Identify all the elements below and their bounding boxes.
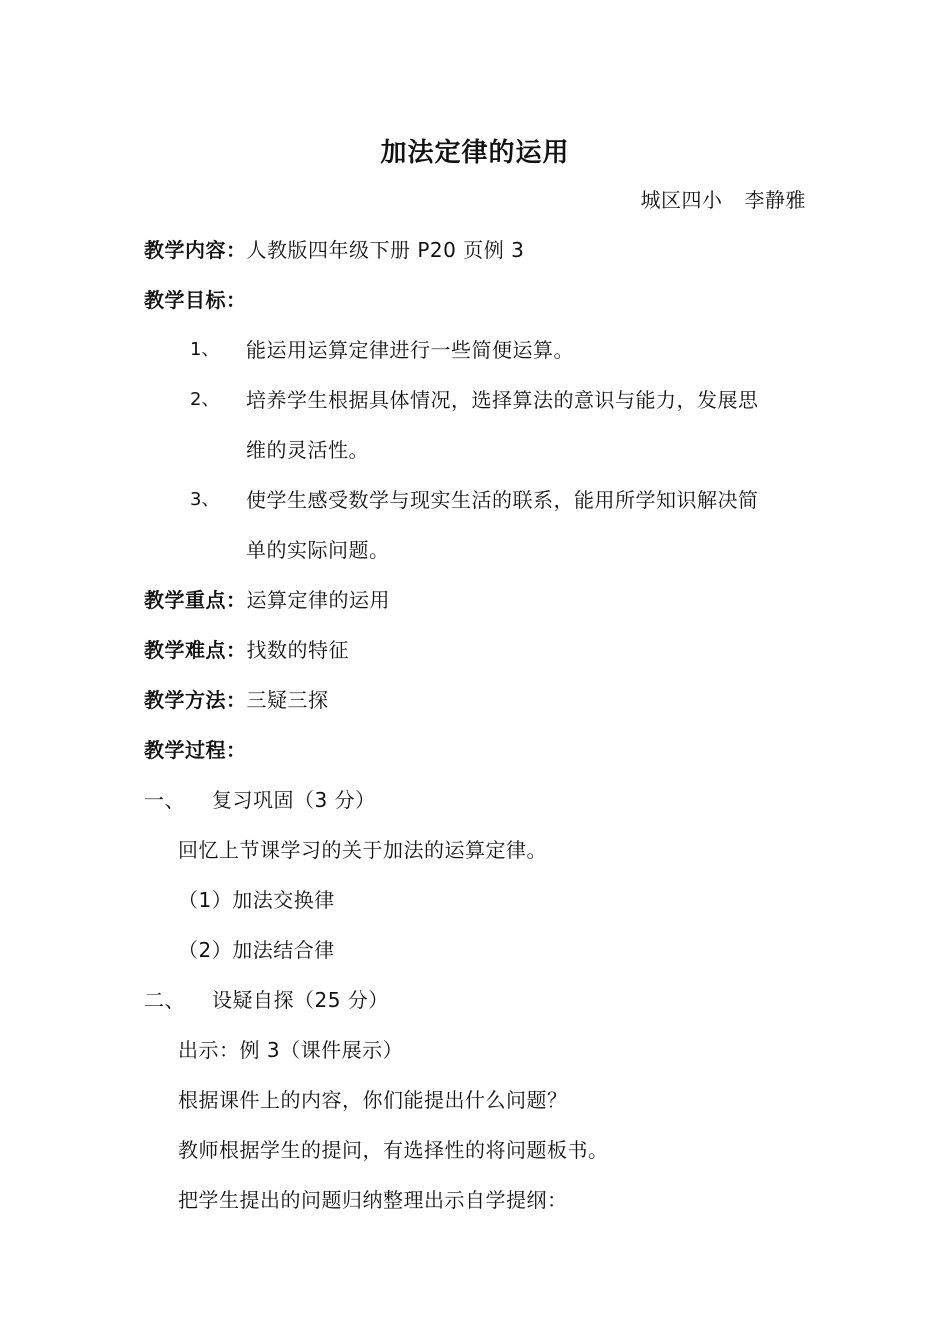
section-2-line-4: 把学生提出的问题归纳整理出示自学提纲： [178,1188,568,1212]
goal-3-line-2: 单的实际问题。 [246,538,390,562]
author-name: 李静雅 [744,188,806,212]
difficulty [144,636,349,664]
goal-number-3: 3、 [190,489,220,510]
document-title: 加法定律的运用 [380,138,570,168]
author-school: 城区四小 [640,188,723,212]
section-2-line-2: 根据课件上的内容，你们能提出什么问题？ [178,1088,568,1112]
goal-2-line-1: 培养学生根据具体情况，选择算法的意识与能力，发展思 [246,388,759,412]
key-point [144,586,390,614]
section-2-number: 二、 [144,988,185,1012]
teaching-goals-label: 教学目标： [144,288,247,312]
method-value: 三疑三探 [246,688,329,712]
method [144,686,329,714]
section-1-number: 一、 [144,788,185,812]
section-2-line-3: 教师根据学生的提问，有选择性的将问题板书。 [178,1138,609,1162]
author-line [641,186,807,214]
teaching-content-label: 教学内容： [144,238,247,262]
difficulty-value: 找数的特征 [246,638,349,662]
difficulty-label: 教学难点： [144,638,247,662]
section-1-item-2: （2）加法结合律 [178,938,335,962]
section-1-intro: 回忆上节课学习的关于加法的运算定律。 [178,838,547,862]
process-label: 教学过程： [144,738,247,762]
section-1-item-1: （1）加法交换律 [178,888,335,912]
teaching-content-value: 人教版四年级下册 P20 页例 3 [246,238,525,262]
goal-number-1: 1、 [190,339,220,360]
section-1-heading: 复习巩固（3 分） [212,788,376,812]
goal-1-line-1: 能运用运算定律进行一些简便运算。 [246,338,574,362]
teaching-content [144,236,524,264]
key-point-value: 运算定律的运用 [246,588,390,612]
key-point-label: 教学重点： [144,588,247,612]
goal-number-2: 2、 [190,389,220,410]
method-label: 教学方法： [144,688,247,712]
goal-3-line-1: 使学生感受数学与现实生活的联系，能用所学知识解决简 [246,488,759,512]
section-2-line-1: 出示：例 3（课件展示） [178,1038,404,1062]
goal-2-line-2: 维的灵活性。 [246,438,369,462]
section-2-heading: 设疑自探（25 分） [212,988,389,1012]
